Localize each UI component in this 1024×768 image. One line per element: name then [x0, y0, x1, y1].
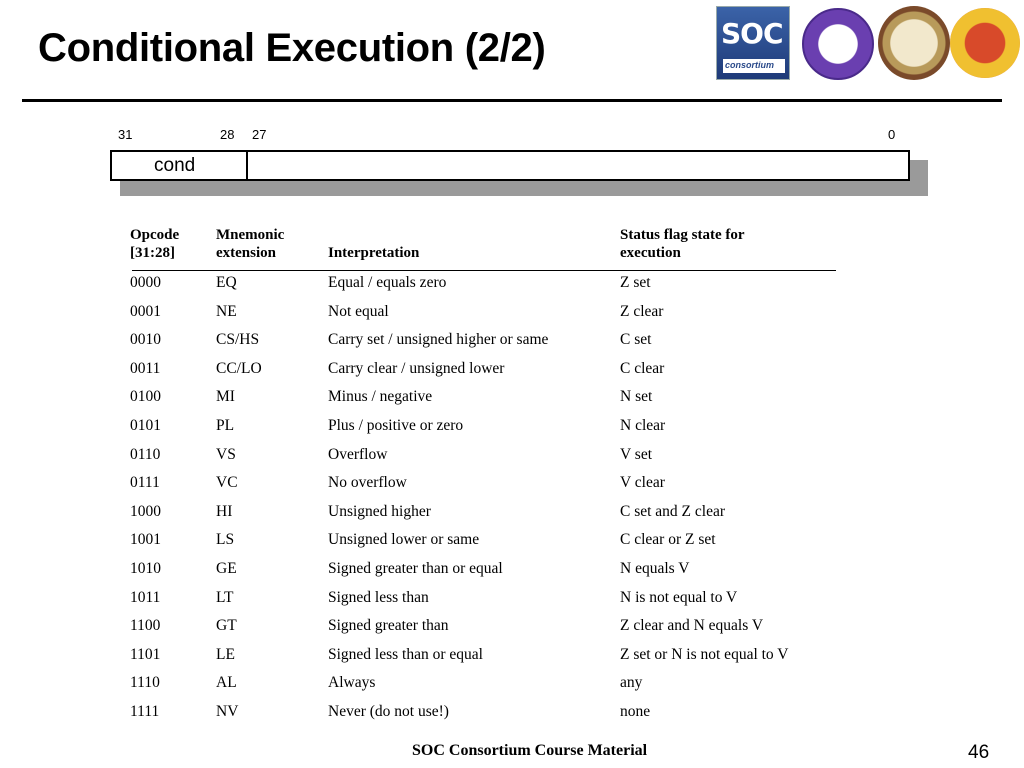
footer-text: SOC Consortium Course Material: [412, 742, 648, 759]
opcode-cell: 0001: [130, 302, 161, 320]
status-cell: C set: [620, 331, 652, 349]
mnemonic-cell: VC: [216, 474, 238, 492]
status-cell: Z clear: [620, 302, 664, 320]
bit-label-28: 28: [220, 127, 235, 142]
mnemonic-cell: NV: [216, 703, 239, 720]
soc-consortium-logo: [716, 6, 790, 80]
interpretation-cell: Signed greater than: [328, 617, 449, 635]
status-cell: N equals V: [620, 560, 690, 577]
status-cell: C clear: [620, 359, 665, 377]
opcode-cell: 0111: [130, 474, 160, 492]
header-interpretation: Interpretation: [328, 245, 420, 261]
interpretation-cell: Minus / negative: [328, 388, 433, 406]
table-row: [118, 303, 858, 331]
status-cell: V set: [620, 445, 653, 463]
ee-department-logo: [802, 8, 874, 80]
table-row: [118, 589, 858, 617]
interpretation-cell: Signed greater than or equal: [328, 560, 503, 577]
interpretation-cell: Signed less than: [328, 588, 429, 606]
interpretation-cell: Unsigned higher: [328, 502, 431, 520]
interpretation-cell: Signed less than or equal: [328, 645, 483, 663]
mnemonic-cell: LE: [216, 645, 235, 663]
interpretation-cell: Unsigned lower or same: [328, 531, 480, 549]
soc-logo-subtext: consortium: [725, 60, 775, 70]
interpretation-cell: Equal / equals zero: [328, 274, 447, 291]
table-row: [118, 617, 858, 645]
logo-strip: [716, 4, 1020, 80]
header-mnemonic-line1: Mnemonic: [216, 227, 285, 243]
table-row: [118, 274, 858, 302]
opcode-cell: 1101: [130, 645, 161, 663]
interpretation-cell: Overflow: [328, 445, 388, 463]
interpretation-cell: Never (do not use!): [328, 703, 449, 720]
slide-title: Conditional Execution (2/2): [38, 26, 546, 70]
interpretation-cell: Carry clear / unsigned lower: [328, 359, 505, 377]
mnemonic-cell: NE: [216, 302, 237, 320]
mnemonic-cell: AL: [216, 674, 237, 692]
opcode-cell: 1010: [130, 560, 161, 577]
opcode-cell: 0010: [130, 331, 161, 349]
mnemonic-cell: GE: [216, 560, 237, 577]
mnemonic-cell: LT: [216, 588, 234, 606]
interpretation-cell: Plus / positive or zero: [328, 417, 464, 434]
opcode-cell: 0110: [130, 445, 161, 463]
header-rule: [132, 270, 836, 271]
title-divider: [22, 99, 1002, 102]
soc-logo-text: SOC: [721, 17, 783, 50]
status-cell: V clear: [620, 474, 665, 492]
interpretation-cell: No overflow: [328, 474, 407, 492]
status-cell: Z set or N is not equal to V: [620, 645, 789, 663]
university-seal-logo: [878, 6, 950, 80]
mnemonic-cell: MI: [216, 388, 235, 406]
table-row: [118, 417, 858, 445]
interpretation-cell: Carry set / unsigned higher or same: [328, 331, 549, 349]
instruction-field-box: [110, 150, 910, 181]
opcode-cell: 1110: [130, 674, 160, 692]
mnemonic-cell: EQ: [216, 274, 237, 291]
table-row: [118, 531, 858, 559]
cond-field-label: cond: [154, 155, 196, 176]
table-row: [118, 503, 858, 531]
mnemonic-cell: GT: [216, 617, 237, 635]
header-mnemonic: [216, 226, 284, 262]
opcode-cell: 0011: [130, 359, 161, 377]
opcode-cell: 1000: [130, 502, 161, 520]
opcode-cell: 1100: [130, 617, 161, 635]
header-opcode-line1: Opcode: [130, 227, 180, 243]
mnemonic-cell: CS/HS: [216, 331, 260, 349]
status-cell: Z clear and N equals V: [620, 617, 764, 635]
mnemonic-cell: CC/LO: [216, 359, 262, 377]
opcode-cell: 0101: [130, 417, 161, 434]
mnemonic-cell: VS: [216, 445, 236, 463]
mnemonic-cell: PL: [216, 417, 235, 434]
university-emblem-logo: [950, 8, 1020, 78]
status-cell: N is not equal to V: [620, 588, 738, 606]
header-status-line1: Status flag state for: [620, 227, 745, 243]
opcode-cell: 0000: [130, 274, 161, 291]
mnemonic-cell: LS: [216, 531, 235, 549]
table-row: [118, 388, 858, 416]
field-divider: [246, 152, 248, 179]
interpretation-cell: Not equal: [328, 302, 389, 320]
table-row: [118, 331, 858, 359]
bit-label-27: 27: [252, 127, 267, 142]
opcode-cell: 1011: [130, 588, 161, 606]
table-row: [118, 703, 858, 731]
opcode-cell: 1001: [130, 531, 161, 549]
bit-label-0: 0: [888, 127, 896, 142]
status-cell: N set: [620, 388, 653, 406]
status-cell: any: [620, 674, 643, 692]
table-row: [118, 360, 858, 388]
opcode-cell: 0100: [130, 388, 161, 406]
soc-logo-banner: [723, 59, 785, 73]
table-row: [118, 646, 858, 674]
opcode-cell: 1111: [130, 703, 160, 720]
header-opcode-line2: [31:28]: [130, 245, 175, 261]
status-cell: none: [620, 703, 651, 720]
table-row: [118, 446, 858, 474]
table-row: [118, 674, 858, 702]
condition-code-table: [118, 218, 858, 736]
header-opcode: [130, 226, 179, 262]
status-cell: C clear or Z set: [620, 531, 716, 549]
mnemonic-cell: HI: [216, 502, 233, 520]
header-status: [620, 226, 745, 262]
instruction-format-diagram: [108, 126, 928, 200]
status-cell: C set and Z clear: [620, 502, 726, 520]
header-status-line2: execution: [620, 245, 681, 261]
interpretation-cell: Always: [328, 674, 376, 692]
bit-label-31: 31: [118, 127, 133, 142]
status-cell: N clear: [620, 417, 666, 434]
table-row: [118, 560, 858, 588]
header-mnemonic-line2: extension: [216, 245, 276, 261]
status-cell: Z set: [620, 274, 651, 291]
table-row: [118, 474, 858, 502]
page-number: 46: [968, 742, 990, 763]
